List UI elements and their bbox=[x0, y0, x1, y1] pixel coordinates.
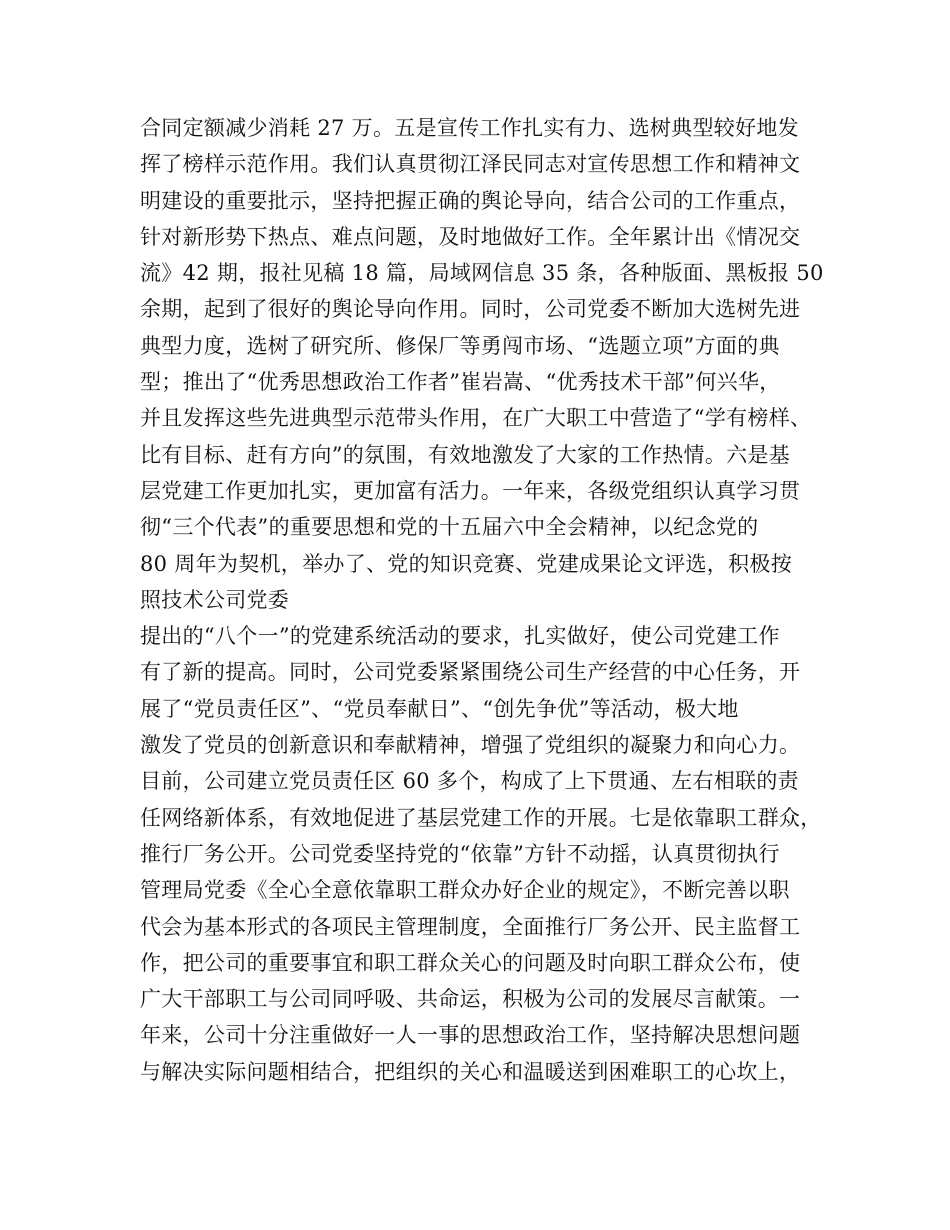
text-line: 作，把公司的重要事宜和职工群众关心的问题及时向职工群众公布，使 bbox=[140, 950, 801, 975]
text-line: 80 周年为契机，举办了、党的知识竞赛、党建成果论文评选，积极按 bbox=[140, 551, 792, 576]
text-line: 彻“三个代表”的重要思想和党的十五届六中全会精神，以纪念党的 bbox=[140, 515, 759, 540]
text-line: 展了“党员责任区”、“党员奉献日”、“创先争优”等活动，极大地 bbox=[140, 696, 739, 721]
text-line: 代会为基本形式的各项民主管理制度，全面推行厂务公开、民主监督工 bbox=[140, 914, 801, 939]
text-line: 比有目标、赶有方向”的氛围，有效地激发了大家的工作热情。六是基 bbox=[140, 442, 791, 467]
text-line: 管理局党委《全心全意依靠职工群众办好企业的规定》，不断完善以职 bbox=[140, 878, 790, 903]
text-line: 年来，公司十分注重做好一人一事的思想政治工作，坚持解决思想问题 bbox=[140, 1023, 801, 1048]
text-line: 针对新形势下热点、难点问题，及时地做好工作。全年累计出《情况交 bbox=[140, 224, 801, 249]
text-line: 提出的“八个一”的党建系统活动的要求，扎实做好，使公司党建工作 bbox=[140, 624, 780, 649]
text-line: 余期，起到了很好的舆论导向作用。同时，公司党委不断加大选树先进 bbox=[140, 297, 801, 322]
text-line: 挥了榜样示范作用。我们认真贯彻江泽民同志对宣传思想工作和精神文 bbox=[140, 152, 801, 177]
text-line: 并且发挥这些先进典型示范带头作用，在广大职工中营造了“学有榜样、 bbox=[140, 406, 812, 431]
text-line: 激发了党员的创新意识和奉献精神，增强了党组织的凝聚力和向心力。 bbox=[140, 733, 801, 758]
text-line: 照技术公司党委 bbox=[140, 587, 290, 612]
text-line: 合同定额减少消耗 27 万。五是宣传工作扎实有力、选树典型较好地发 bbox=[140, 116, 799, 140]
text-line: 层党建工作更加扎实，更加富有活力。一年来，各级党组织认真学习贯 bbox=[140, 478, 801, 503]
text-line: 典型力度，选树了研究所、修保厂等勇闯市场、“选题立项”方面的典 bbox=[140, 333, 780, 358]
text-line: 有了新的提高。同时，公司党委紧紧围绕公司生产经营的中心任务，开 bbox=[140, 660, 801, 685]
body-text bbox=[140, 110, 830, 1090]
text-line: 任网络新体系，有效地促进了基层党建工作的开展。七是依靠职工群众， bbox=[140, 805, 822, 830]
text-line: 广大干部职工与公司同呼吸、共命运，积极为公司的发展尽言献策。一 bbox=[140, 987, 801, 1012]
text-line: 型；推出了“优秀思想政治工作者”崔岩嵩、“优秀技术干部”何兴华， bbox=[140, 370, 781, 395]
text-line: 与解决实际问题相结合，把组织的关心和温暖送到困难职工的心坎上， bbox=[140, 1059, 801, 1084]
text-line: 流》42 期，报社见稿 18 篇，局域网信息 35 条，各种版面、黑板报 50 bbox=[140, 261, 824, 286]
text-line: 推行厂务公开。公司党委坚持党的“依靠”方针不动摇，认真贯彻执行 bbox=[140, 841, 780, 866]
text-line: 明建设的重要批示，坚持把握正确的舆论导向，结合公司的工作重点， bbox=[140, 188, 801, 213]
text-line: 目前，公司建立党员责任区 60 多个，构成了上下贯通、左右相联的责 bbox=[140, 769, 799, 794]
